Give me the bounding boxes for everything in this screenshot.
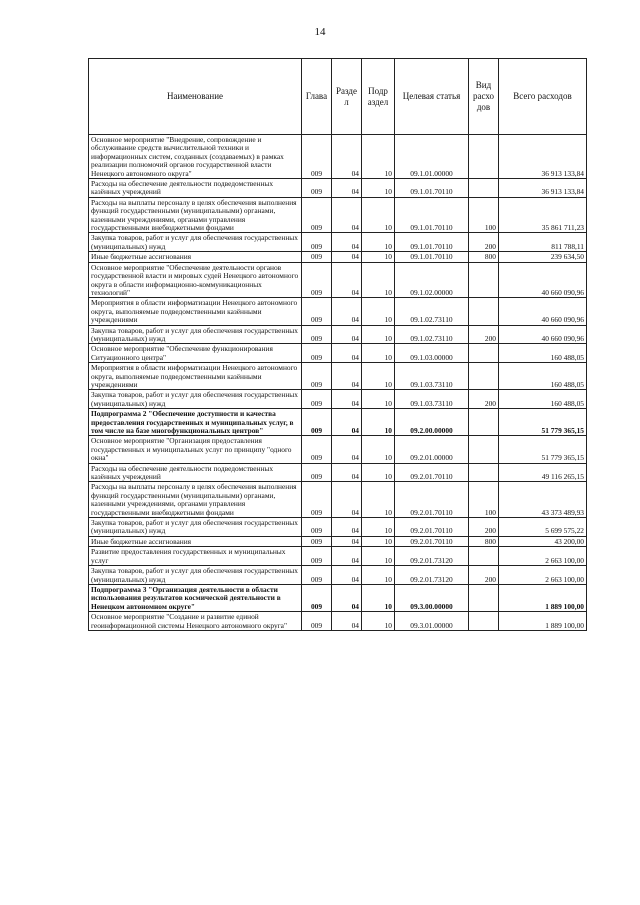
row-podrazdel: 10 [362, 536, 395, 546]
row-celevaya: 09.1.01.70110 [395, 252, 469, 262]
row-podrazdel: 10 [362, 233, 395, 252]
row-name: Расходы на обеспечение деятельности подведомственных казённых учреждений [89, 179, 302, 198]
table-row [89, 252, 587, 262]
row-podrazdel: 10 [362, 197, 395, 233]
row-glava: 009 [302, 518, 332, 537]
row-name: Подпрограмма 3 "Организация деятельности в области использования результатов космической деятельности в Ненецком автономном округе" [89, 584, 302, 611]
header-celevaya: Целевая статья [395, 59, 469, 135]
row-podrazdel: 10 [362, 518, 395, 537]
row-vid: 100 [469, 197, 499, 233]
table-row [89, 179, 587, 198]
header-vid: Вид расхо дов [469, 59, 499, 135]
row-podrazdel: 10 [362, 325, 395, 344]
row-vid [469, 547, 499, 566]
table-row [89, 463, 587, 482]
row-name: Закупка товаров, работ и услуг для обеспечения государственных (муниципальных) нужд [89, 233, 302, 252]
row-vid: 200 [469, 233, 499, 252]
row-glava: 009 [302, 547, 332, 566]
row-podrazdel: 10 [362, 390, 395, 409]
row-celevaya: 09.1.03.00000 [395, 344, 469, 363]
row-celevaya: 09.1.01.70110 [395, 233, 469, 252]
row-podrazdel: 10 [362, 344, 395, 363]
row-razdel: 04 [332, 252, 362, 262]
table-row [89, 536, 587, 546]
row-razdel: 04 [332, 547, 362, 566]
row-vid: 200 [469, 566, 499, 585]
row-glava: 009 [302, 363, 332, 390]
row-vid [469, 584, 499, 611]
row-celevaya: 09.1.02.73110 [395, 298, 469, 325]
row-vid: 200 [469, 325, 499, 344]
row-sum: 51 779 365,15 [499, 409, 587, 436]
row-sum: 2 663 100,00 [499, 547, 587, 566]
row-celevaya: 09.1.02.73110 [395, 325, 469, 344]
row-razdel: 04 [332, 409, 362, 436]
row-vid: 800 [469, 252, 499, 262]
table-row [89, 298, 587, 325]
row-podrazdel: 10 [362, 262, 395, 298]
row-sum: 160 488,05 [499, 390, 587, 409]
row-glava: 009 [302, 436, 332, 463]
row-celevaya: 09.3.01.00000 [395, 612, 469, 631]
row-podrazdel: 10 [362, 363, 395, 390]
row-name: Основное мероприятие "Организация предоставления государственных и муниципальных услуг по принципу "одного окна" [89, 436, 302, 463]
row-name: Расходы на обеспечение деятельности подведомственных казённых учреждений [89, 463, 302, 482]
row-glava: 009 [302, 135, 332, 179]
row-glava: 009 [302, 390, 332, 409]
row-celevaya: 09.2.01.00000 [395, 436, 469, 463]
row-glava: 009 [302, 584, 332, 611]
row-name: Основное мероприятие "Обеспечение функционирования Ситуационного центра" [89, 344, 302, 363]
row-razdel: 04 [332, 536, 362, 546]
table-row [89, 233, 587, 252]
table-body [89, 135, 587, 631]
row-sum: 36 913 133,84 [499, 135, 587, 179]
row-celevaya: 09.2.00.00000 [395, 409, 469, 436]
row-podrazdel: 10 [362, 252, 395, 262]
row-podrazdel: 10 [362, 612, 395, 631]
row-razdel: 04 [332, 135, 362, 179]
row-name: Закупка товаров, работ и услуг для обеспечения государственных (муниципальных) нужд [89, 518, 302, 537]
table-row [89, 584, 587, 611]
table-row [89, 482, 587, 518]
row-podrazdel: 10 [362, 436, 395, 463]
row-razdel: 04 [332, 612, 362, 631]
row-sum: 51 779 365,15 [499, 436, 587, 463]
row-razdel: 04 [332, 197, 362, 233]
row-vid [469, 363, 499, 390]
row-name: Расходы на выплаты персоналу в целях обеспечения выполнения функций государственными (муниципальными) органами, казенными учреждениями, органами управления государственными внебюджетными фондами [89, 482, 302, 518]
row-razdel: 04 [332, 298, 362, 325]
row-vid [469, 344, 499, 363]
row-razdel: 04 [332, 233, 362, 252]
row-sum: 40 660 090,96 [499, 262, 587, 298]
row-name: Закупка товаров, работ и услуг для обеспечения государственных (муниципальных) нужд [89, 566, 302, 585]
row-celevaya: 09.2.01.73120 [395, 547, 469, 566]
table-row [89, 518, 587, 537]
row-sum: 1 889 100,00 [499, 584, 587, 611]
row-razdel: 04 [332, 482, 362, 518]
header-podrazdel: Подр аздел [362, 59, 395, 135]
row-vid [469, 179, 499, 198]
row-name: Иные бюджетные ассигнования [89, 252, 302, 262]
row-celevaya: 09.2.01.70110 [395, 482, 469, 518]
row-glava: 009 [302, 612, 332, 631]
row-celevaya: 09.1.01.70110 [395, 179, 469, 198]
table-row [89, 566, 587, 585]
row-razdel: 04 [332, 584, 362, 611]
row-sum: 35 861 711,23 [499, 197, 587, 233]
row-vid: 200 [469, 390, 499, 409]
table-row [89, 612, 587, 631]
row-razdel: 04 [332, 325, 362, 344]
row-glava: 009 [302, 298, 332, 325]
row-sum: 49 116 265,15 [499, 463, 587, 482]
row-sum: 160 488,05 [499, 344, 587, 363]
row-sum: 43 200,00 [499, 536, 587, 546]
row-glava: 009 [302, 344, 332, 363]
header-total: Всего расходов [499, 59, 587, 135]
row-sum: 239 634,50 [499, 252, 587, 262]
row-sum: 811 788,11 [499, 233, 587, 252]
row-sum: 5 699 575,22 [499, 518, 587, 537]
row-podrazdel: 10 [362, 298, 395, 325]
row-name: Закупка товаров, работ и услуг для обеспечения государственных (муниципальных) нужд [89, 325, 302, 344]
table-row [89, 325, 587, 344]
header-razdel: Разде л [332, 59, 362, 135]
row-vid [469, 612, 499, 631]
row-podrazdel: 10 [362, 135, 395, 179]
row-razdel: 04 [332, 363, 362, 390]
row-razdel: 04 [332, 179, 362, 198]
row-sum: 36 913 133,84 [499, 179, 587, 198]
row-name: Основное мероприятие "Обеспечение деятельности органов государственной власти и мировых судей Ненецкого автономного округа в области информационно-коммуникационных технологий" [89, 262, 302, 298]
row-celevaya: 09.3.00.00000 [395, 584, 469, 611]
table-header-row [89, 59, 587, 135]
row-name: Расходы на выплаты персоналу в целях обеспечения выполнения функций государственными (муниципальными) органами, казенными учреждениями, органами управления государственными внебюджетными фондами [89, 197, 302, 233]
table-row [89, 436, 587, 463]
table-row [89, 363, 587, 390]
row-podrazdel: 10 [362, 584, 395, 611]
row-podrazdel: 10 [362, 547, 395, 566]
row-name: Мероприятия в области информатизации Ненецкого автономного округа, выполняемые подведомственными казёнными учреждениями [89, 298, 302, 325]
row-name: Основное мероприятие "Создание и развитие единой геоинформационной системы Ненецкого автономного округа" [89, 612, 302, 631]
row-glava: 009 [302, 233, 332, 252]
row-celevaya: 09.1.03.73110 [395, 390, 469, 409]
row-vid: 100 [469, 482, 499, 518]
row-glava: 009 [302, 262, 332, 298]
row-name: Закупка товаров, работ и услуг для обеспечения государственных (муниципальных) нужд [89, 390, 302, 409]
row-glava: 009 [302, 325, 332, 344]
budget-table [88, 58, 587, 631]
page-number: 14 [314, 26, 326, 38]
row-glava: 009 [302, 463, 332, 482]
row-name: Подпрограмма 2 "Обеспечение доступности и качества предоставления государственных и муниципальных услуг, в том числе на базе многофункциональных центров" [89, 409, 302, 436]
row-glava: 009 [302, 566, 332, 585]
row-podrazdel: 10 [362, 409, 395, 436]
row-podrazdel: 10 [362, 179, 395, 198]
row-glava: 009 [302, 409, 332, 436]
row-glava: 009 [302, 197, 332, 233]
row-razdel: 04 [332, 518, 362, 537]
row-name: Основное мероприятие "Внедрение, сопровождение и обслуживание средств вычислительной техники и информационных систем, созданных (создаваемых) в рамках реализации полномочий органов государственной власти Ненецкого автономного округа" [89, 135, 302, 179]
row-vid [469, 298, 499, 325]
row-podrazdel: 10 [362, 482, 395, 518]
row-razdel: 04 [332, 390, 362, 409]
row-vid [469, 409, 499, 436]
header-glava: Глава [302, 59, 332, 135]
row-sum: 40 660 090,96 [499, 298, 587, 325]
row-vid: 200 [469, 518, 499, 537]
row-celevaya: 09.1.03.73110 [395, 363, 469, 390]
row-sum: 2 663 100,00 [499, 566, 587, 585]
table-row [89, 262, 587, 298]
row-name: Развитие предоставления государственных и муниципальных услуг [89, 547, 302, 566]
row-razdel: 04 [332, 344, 362, 363]
row-celevaya: 09.1.02.00000 [395, 262, 469, 298]
table-row [89, 409, 587, 436]
row-glava: 009 [302, 536, 332, 546]
row-glava: 009 [302, 179, 332, 198]
row-vid: 800 [469, 536, 499, 546]
row-celevaya: 09.2.01.70110 [395, 518, 469, 537]
row-vid [469, 135, 499, 179]
row-sum: 1 889 100,00 [499, 612, 587, 631]
row-celevaya: 09.2.01.73120 [395, 566, 469, 585]
table-row [89, 197, 587, 233]
row-vid [469, 436, 499, 463]
row-name: Иные бюджетные ассигнования [89, 536, 302, 546]
table-row [89, 135, 587, 179]
header-name: Наименование [89, 59, 302, 135]
row-sum: 43 373 489,93 [499, 482, 587, 518]
table-row [89, 344, 587, 363]
table-row [89, 390, 587, 409]
row-razdel: 04 [332, 463, 362, 482]
row-razdel: 04 [332, 436, 362, 463]
table-row [89, 547, 587, 566]
row-name: Мероприятия в области информатизации Ненецкого автономного округа, выполняемые подведомственными казёнными учреждениями [89, 363, 302, 390]
row-podrazdel: 10 [362, 566, 395, 585]
row-razdel: 04 [332, 262, 362, 298]
row-celevaya: 09.1.01.00000 [395, 135, 469, 179]
row-sum: 40 660 090,96 [499, 325, 587, 344]
row-vid [469, 463, 499, 482]
row-vid [469, 262, 499, 298]
row-podrazdel: 10 [362, 463, 395, 482]
row-celevaya: 09.2.01.70110 [395, 536, 469, 546]
row-razdel: 04 [332, 566, 362, 585]
row-sum: 160 488,05 [499, 363, 587, 390]
row-celevaya: 09.1.01.70110 [395, 197, 469, 233]
row-glava: 009 [302, 252, 332, 262]
row-celevaya: 09.2.01.70110 [395, 463, 469, 482]
row-glava: 009 [302, 482, 332, 518]
